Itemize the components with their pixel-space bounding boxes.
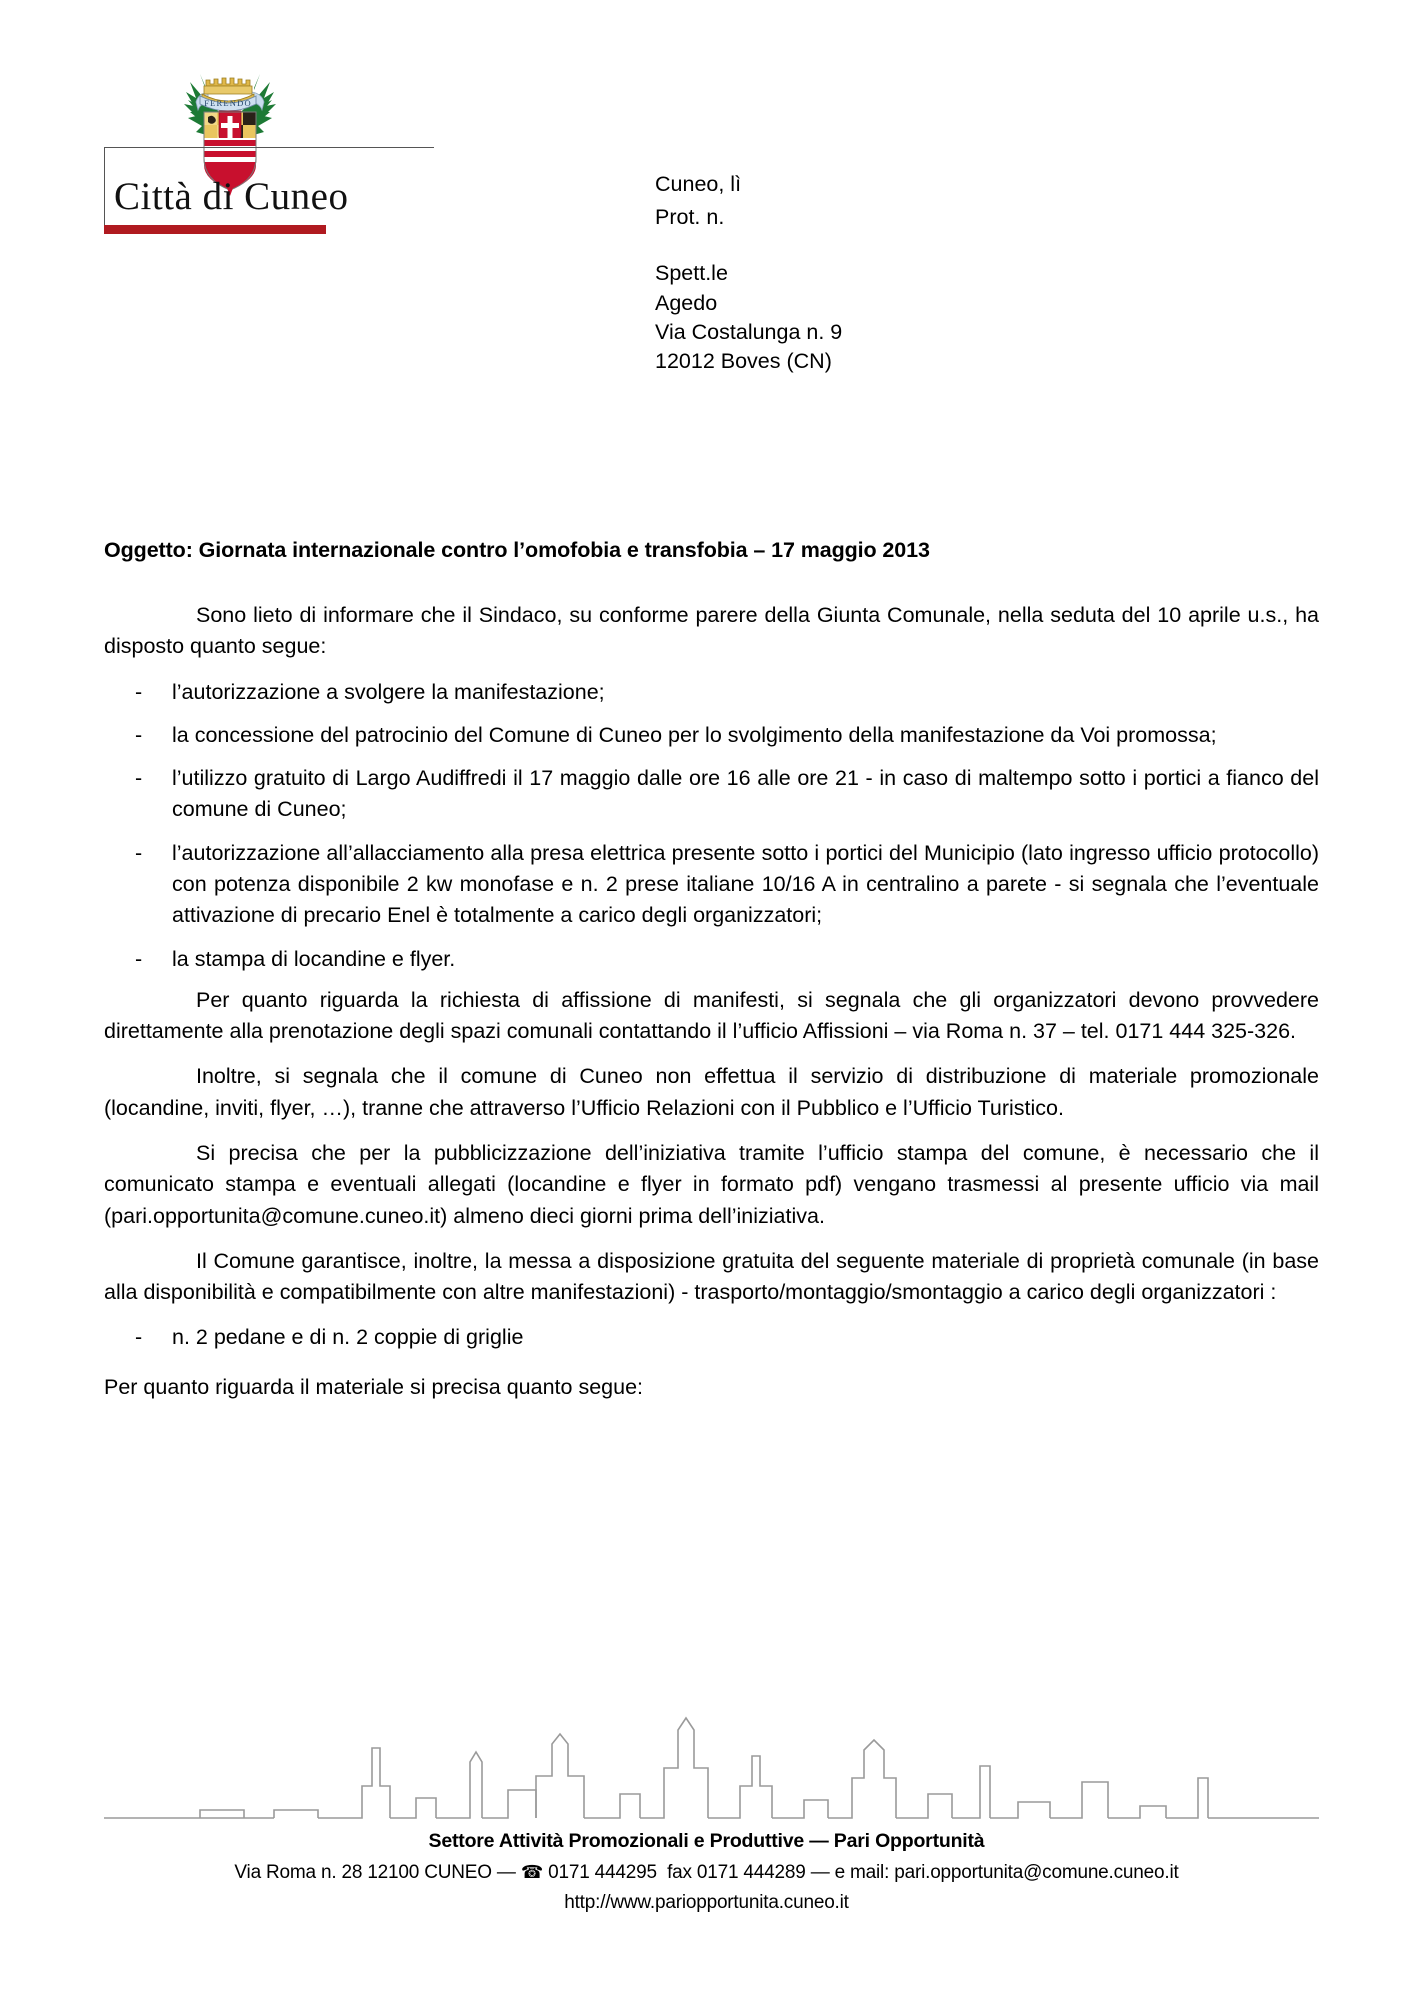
materiale-list (104, 1322, 1319, 1353)
paragraph-distribuzione: Inoltre, si segnala che il comune di Cuneo non effettua il servizio di distribuzione di materiale promozionale (locandine, inviti, flyer, …), tranne che attraverso l’Ufficio Relazioni con il Pubblico e l’Ufficio Turistico. (104, 1064, 1319, 1120)
address-spacer (655, 233, 1115, 259)
letterhead (104, 62, 434, 247)
place-date-line: Cuneo, lì (655, 172, 742, 196)
body-spacer (104, 1364, 1319, 1372)
letterhead-left-rule (104, 147, 105, 225)
dispositions-list (104, 677, 1319, 975)
recipient-street: Via Costalunga n. 9 (655, 319, 843, 344)
city-name: Città di Cuneo (114, 175, 349, 218)
subject-line: Oggetto: Giornata internazionale contro l’omofobia e transfobia – 17 maggio 2013 (104, 538, 930, 562)
footer-fax-email: fax 0171 444289 — e mail: pari.opportunita@comune.cuneo.it (667, 1862, 1179, 1883)
paragraph-affissioni: Per quanto riguarda la richiesta di affissione di manifesti, si segnala che gli organizzatori devono provvedere direttamente alla prenotazione degli spazi comunali contattando il l’ufficio Affissioni – via Roma n. 37 – tel. 0171 444 325-326. (104, 987, 1319, 1044)
footer-url: http://www.pariopportunita.cuneo.it (564, 1892, 849, 1913)
protocol-line: Prot. n. (655, 204, 725, 229)
recipient-honorific: Spett.le (655, 261, 728, 286)
list-item: - l’utilizzo gratuito di Largo Audiffredi il 17 maggio dalle ore 16 alle ore 21 - in caso di maltempo sotto i portici a fianco del comune di Cuneo; (104, 763, 1319, 826)
footer-street: Via Roma n. 28 12100 CUNEO — (234, 1862, 521, 1883)
list-item: - l’autorizzazione a svolgere la manifestazione; (104, 677, 1319, 708)
letterhead-accent-bar (104, 225, 326, 234)
list-item: - la stampa di locandine e flyer. (104, 944, 1319, 975)
footer-phone: 0171 444295 (548, 1862, 657, 1883)
paragraph-intro: Sono lieto di informare che il Sindaco, su conforme parere della Giunta Comunale, nella seduta del 10 aprile u.s., ha disposto quanto segue: (104, 603, 1319, 659)
recipient-city: 12012 Boves (CN) (655, 349, 832, 374)
telephone-icon: ☎ (520, 1862, 544, 1882)
cuneo-skyline-outline-icon (104, 1690, 1319, 1825)
page-footer (0, 1830, 1413, 1914)
paragraph-closing: Per quanto riguarda il materiale si precisa quanto segue: (104, 1374, 644, 1399)
list-item: - l’autorizzazione all’allacciamento alla presa elettrica presente sotto i portici del Municipio (lato ingresso ufficio protocollo) con potenza disponibile 2 kw monofase e n. 2 prese italiane 10/16 A in centralino a parete - si segnala che l’eventuale attivazione di precario Enel è totalmente a carico degli organizzatori; (104, 838, 1319, 932)
svg-text:FERENDO: FERENDO (204, 98, 252, 108)
paragraph-stampa: Si precisa che per la pubblicizzazione dell’iniziativa tramite l’ufficio stampa del comune, è necessario che il comunicato stampa e eventuali allegati (locandine e flyer in formato pdf) vengano trasmessi al presente ufficio via mail (pari.opportunita@comune.cuneo.it) almeno dieci giorni prima dell’iniziativa. (104, 1140, 1319, 1228)
list-item: - n. 2 pedane e di n. 2 coppie di griglie (104, 1322, 1319, 1353)
footer-contact-line (0, 1862, 1413, 1884)
list-item: - la concessione del patrocinio del Comune di Cuneo per lo svolgimento della manifestazione da Voi promossa; (104, 720, 1319, 751)
footer-department: Settore Attività Promozionali e Produttive — Pari Opportunità (428, 1830, 985, 1852)
letterhead-top-rule (104, 147, 434, 148)
recipient-name: Agedo (655, 290, 718, 315)
address-block (655, 168, 1115, 376)
letter-body (104, 600, 1319, 1417)
paragraph-materiale: Il Comune garantisce, inoltre, la messa a disposizione gratuita del seguente materiale di proprietà comunale (in base alla disponibilità e compatibilmente con altre manifestazioni) - trasporto/montaggio/smontaggio a carico degli organizzatori : (104, 1248, 1319, 1305)
